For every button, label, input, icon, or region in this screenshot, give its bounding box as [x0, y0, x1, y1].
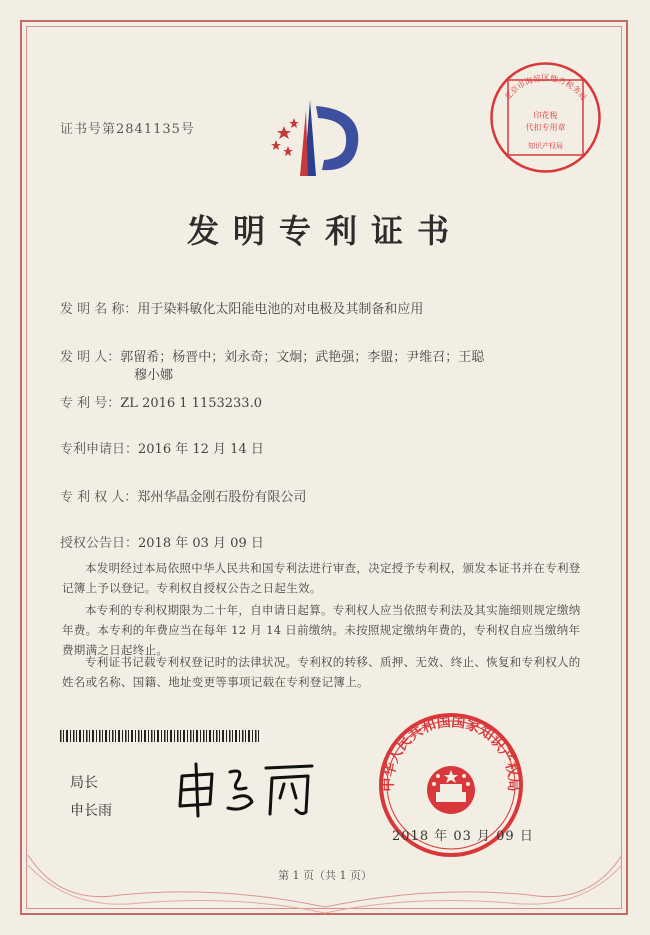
cert-no-label: 证书号第 [60, 122, 117, 137]
paragraph-3: 专利证书记载专利权登记时的法律状况。专利权的转移、质押、无效、终止、恢复和专利权人的姓名或名称、国籍、地址变更等事项记载在专利登记簿上。 [62, 655, 581, 689]
inventor-label: 发 明 人： [60, 350, 121, 365]
invention-name-row [60, 298, 423, 317]
handwritten-signature [172, 758, 322, 820]
national-emblem-icon [427, 766, 475, 814]
holder-label: 专 利 权 人： [60, 490, 138, 505]
inventor-row-2 [134, 364, 173, 383]
apply-date-value: 2016 年 12 月 14 日 [138, 442, 264, 457]
seal-date: 2018 年 03 月 09 日 [392, 829, 534, 844]
apply-date-label: 专利申请日： [60, 442, 139, 457]
tax-stamp-line1: 印花税 [533, 111, 558, 120]
tax-stamp-outer: 北京市海淀区地方税务局 [502, 73, 589, 103]
inventor-value-1: 郭留希；杨晋中；刘永奇；文炯；武艳强；李盟；尹维召；王聪 [120, 350, 485, 365]
patent-no-value: ZL 2016 1 1153233.0 [120, 396, 262, 411]
invention-name-label: 发 明 名 称： [60, 302, 138, 317]
inventor-value-2: 穆小娜 [134, 368, 174, 383]
holder-value: 郑州华晶金刚石股份有限公司 [137, 490, 307, 505]
paragraph-2: 本专利的专利权期限为二十年，自申请日起算。专利权人应当依照专利法及其实施细则规定缴纳年费。本专利的年费应当在每年 12 月 14 日前缴纳。未按照规定缴纳年费的，专利权自应当缴纳年费期满之日起终止。 [62, 603, 581, 657]
patent-no-row [60, 392, 262, 411]
seal-text: 中华人民共和国国家知识产权局 [380, 714, 522, 792]
invention-name-value: 用于染料敏化太阳能电池的对电极及其制备和应用 [137, 302, 424, 317]
certificate-number [60, 118, 195, 137]
tax-stamp-bottom: 知识产权局 [528, 142, 563, 150]
grant-date-value: 2018 年 03 月 09 日 [138, 536, 264, 551]
paragraph-1: 本发明经过本局依照中华人民共和国专利法进行审查，决定授予专利权，颁发本证书并在专利登记簿上予以登记。专利权自授权公告之日起生效。 [62, 561, 581, 595]
cert-no-value: 2841135 [116, 122, 181, 137]
grant-date-label: 授权公告日： [60, 536, 139, 551]
apply-date-row [60, 438, 264, 457]
patent-no-label: 专 利 号： [60, 396, 121, 411]
holder-row [60, 486, 306, 505]
grant-date-row [60, 532, 264, 551]
cnipa-logo [266, 96, 376, 186]
director-name: 申长雨 [70, 803, 112, 819]
inventor-row [60, 346, 484, 365]
director-title: 局长 [70, 775, 98, 791]
tax-stamp [488, 60, 603, 175]
page-title: 发明专利证书 [186, 212, 463, 250]
cert-no-suffix: 号 [180, 122, 195, 137]
page-number: 第 1 页（共 1 页） [278, 869, 372, 882]
barcode [60, 730, 260, 742]
tax-stamp-line2: 代扣专用章 [525, 123, 566, 132]
